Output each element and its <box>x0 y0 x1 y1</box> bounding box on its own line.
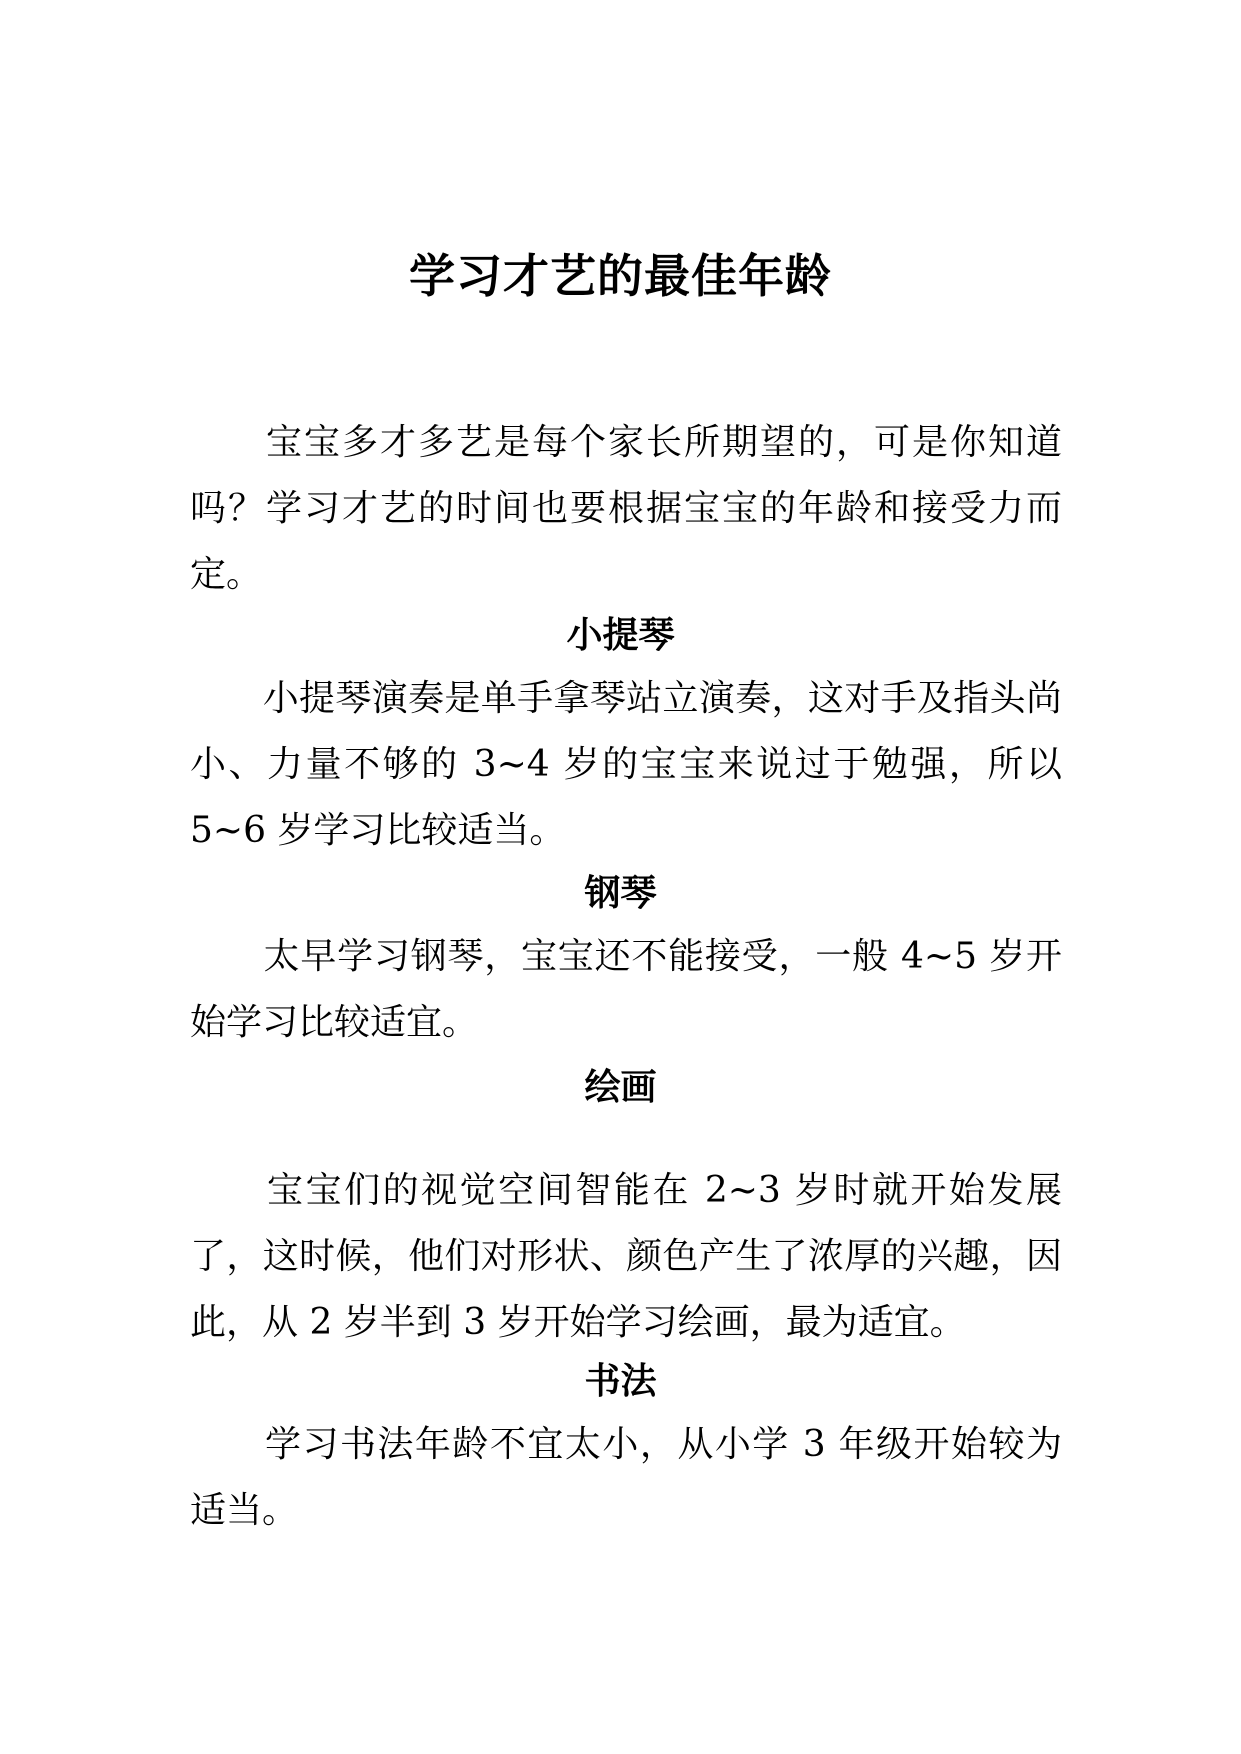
section-text-calligraphy: 学习书法年龄不宜太小，从小学 3 年级开始较为适当。 <box>190 1424 1062 1531</box>
section-heading-piano: 钢琴 <box>584 872 657 914</box>
intro-paragraph: 宝宝多才多艺是每个家长所期望的，可是你知道吗？学习才艺的时间也要根据宝宝的年龄和接受力而定。 <box>190 422 1062 595</box>
page-title: 学习才艺的最佳年龄 <box>409 248 832 303</box>
section-heading-violin: 小提琴 <box>566 614 675 656</box>
section-heading-painting: 绘画 <box>584 1066 657 1108</box>
section-heading-calligraphy: 书法 <box>584 1360 657 1402</box>
section-text-violin: 小提琴演奏是单手拿琴站立演奏，这对手及指头尚小、力量不够的 3~4 岁的宝宝来说过于勉强，所以 5~6 岁学习比较适当。 <box>190 678 1062 851</box>
section-text-painting: 宝宝们的视觉空间智能在 2~3 岁时就开始发展了，这时候，他们对形状、颜色产生了浓厚的兴趣，因此，从 2 岁半到 3 岁开始学习绘画，最为适宜。 <box>190 1170 1062 1343</box>
section-text-piano: 太早学习钢琴，宝宝还不能接受，一般 4~5 岁开始学习比较适宜。 <box>190 936 1062 1043</box>
